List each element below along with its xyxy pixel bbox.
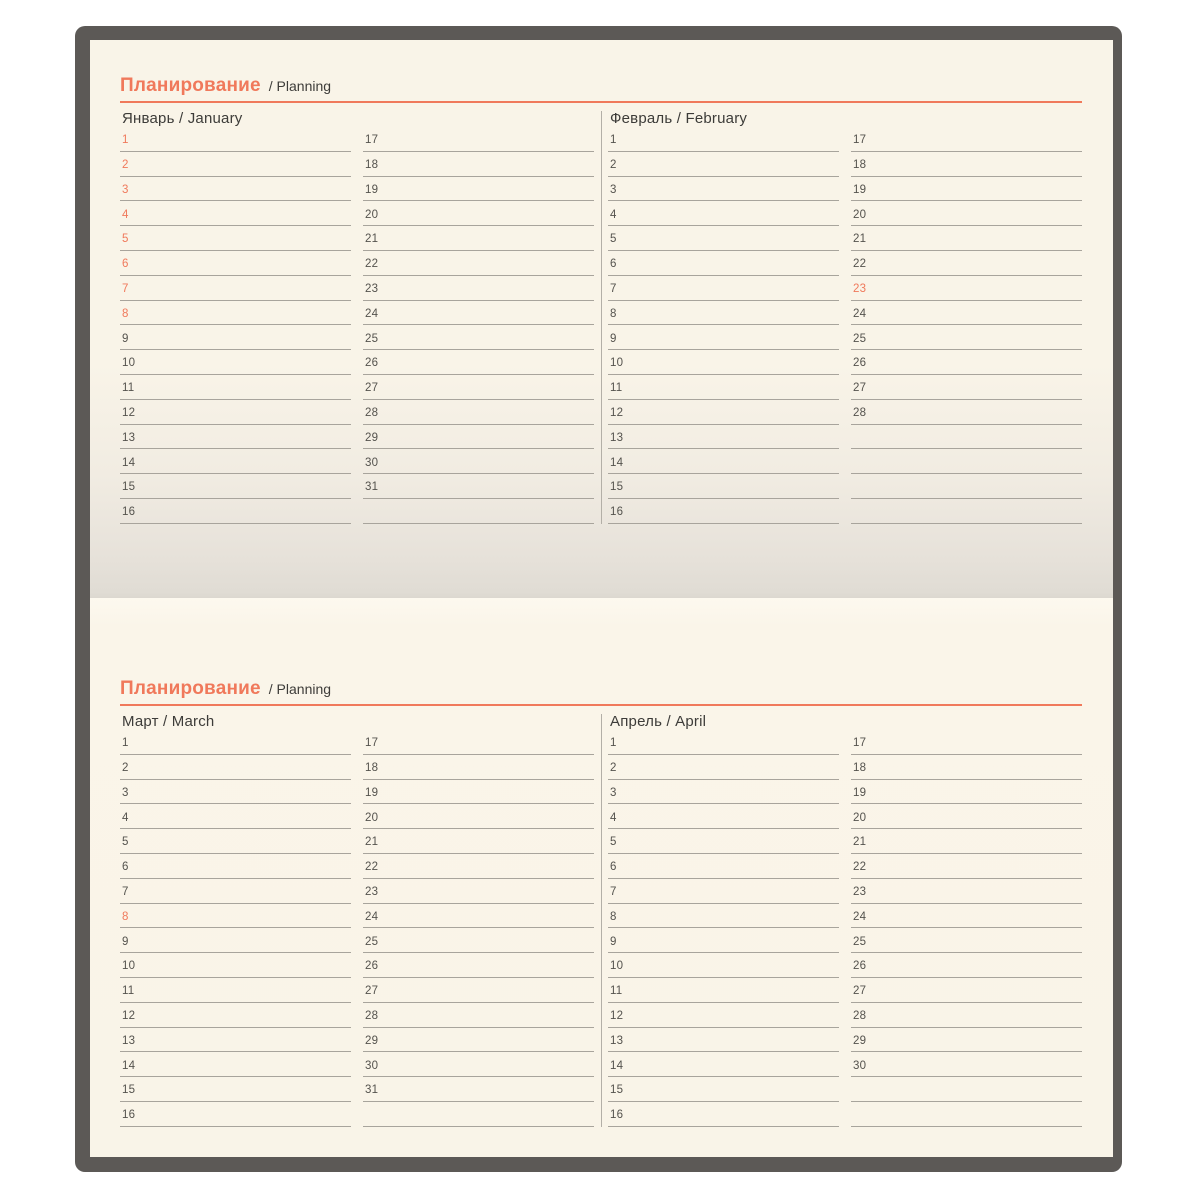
day-row [363, 474, 594, 499]
page-title-rest: / Planning [268, 681, 332, 697]
day-number: 5 [122, 233, 129, 246]
day-number: 13 [610, 1034, 624, 1047]
day-row [608, 730, 839, 755]
day-row [363, 829, 594, 854]
page-title [120, 75, 1082, 97]
day-row [851, 780, 1082, 805]
day-row [363, 904, 594, 929]
day-row [363, 350, 594, 375]
day-row [608, 251, 839, 276]
day-row [120, 1052, 351, 1077]
day-row [120, 928, 351, 953]
day-row [363, 780, 594, 805]
day-row [608, 854, 839, 879]
day-row [363, 978, 594, 1003]
day-row [851, 400, 1082, 425]
day-number: 23 [365, 283, 379, 296]
day-number [851, 1097, 853, 1101]
day-row [608, 201, 839, 226]
day-number: 15 [610, 1084, 624, 1097]
day-row [851, 152, 1082, 177]
month-title: Февраль / February [610, 110, 748, 127]
header-rule [120, 101, 1082, 103]
day-row [851, 375, 1082, 400]
day-row [851, 755, 1082, 780]
day-number: 17 [365, 134, 379, 147]
day-number: 12 [610, 1010, 624, 1023]
day-number: 2 [122, 159, 129, 172]
day-column [851, 127, 1082, 524]
month-columns [608, 127, 1082, 524]
day-number: 25 [853, 935, 867, 948]
day-row [608, 1102, 839, 1127]
day-row [363, 953, 594, 978]
day-number: 4 [610, 811, 617, 824]
day-number: 8 [610, 307, 617, 320]
day-row [608, 301, 839, 326]
day-number: 18 [853, 159, 867, 172]
day-number: 13 [610, 431, 624, 444]
day-number: 26 [365, 357, 379, 370]
day-row [363, 127, 594, 152]
month-block [120, 714, 601, 1127]
day-column [608, 730, 839, 1127]
day-row [120, 474, 351, 499]
day-row [363, 1102, 594, 1127]
day-number: 16 [610, 1109, 624, 1122]
day-column [120, 127, 351, 524]
day-column [851, 730, 1082, 1127]
day-row [851, 301, 1082, 326]
day-row [120, 350, 351, 375]
day-number [851, 469, 853, 473]
day-row [851, 226, 1082, 251]
day-number: 7 [122, 283, 129, 296]
day-row [608, 152, 839, 177]
month-title: Январь / January [122, 110, 243, 127]
day-number: 12 [122, 407, 136, 420]
day-row [120, 1003, 351, 1028]
day-number: 11 [122, 382, 135, 395]
day-row [608, 226, 839, 251]
page-title-accent: Планирование [120, 678, 261, 699]
day-number: 27 [853, 382, 867, 395]
day-number: 7 [122, 886, 129, 899]
day-number: 22 [853, 861, 867, 874]
day-number: 27 [853, 985, 867, 998]
day-row [608, 953, 839, 978]
day-row [608, 804, 839, 829]
months-container [120, 111, 1082, 524]
day-row [363, 301, 594, 326]
day-number: 4 [122, 811, 129, 824]
page-top-sheet [90, 40, 1113, 598]
day-row [363, 879, 594, 904]
day-row [851, 953, 1082, 978]
day-row [608, 780, 839, 805]
day-row [851, 127, 1082, 152]
day-number: 18 [853, 762, 867, 775]
day-row [363, 755, 594, 780]
day-row [363, 928, 594, 953]
day-number [851, 1122, 853, 1126]
day-row [363, 425, 594, 450]
day-row [120, 127, 351, 152]
day-row [120, 499, 351, 524]
day-row [608, 499, 839, 524]
day-number: 28 [853, 1010, 867, 1023]
day-row [120, 755, 351, 780]
day-number: 23 [853, 886, 867, 899]
day-number: 17 [853, 134, 867, 147]
day-number: 27 [365, 985, 379, 998]
day-row [608, 829, 839, 854]
day-row [851, 1028, 1082, 1053]
day-number: 14 [122, 456, 136, 469]
day-number: 7 [610, 886, 617, 899]
day-row [120, 226, 351, 251]
day-number: 14 [122, 1059, 136, 1072]
day-row [363, 854, 594, 879]
months-container [120, 714, 1082, 1127]
day-row [608, 474, 839, 499]
day-row [363, 375, 594, 400]
day-row [120, 804, 351, 829]
day-number: 19 [365, 183, 379, 196]
header-rule [120, 704, 1082, 706]
day-number: 13 [122, 431, 136, 444]
day-row [120, 1028, 351, 1053]
day-row [608, 276, 839, 301]
day-number: 16 [610, 506, 624, 519]
day-number: 19 [365, 786, 379, 799]
day-number: 7 [610, 283, 617, 296]
day-number: 25 [853, 332, 867, 345]
planner-frame [75, 26, 1122, 1172]
day-number: 25 [365, 935, 379, 948]
day-number: 1 [610, 737, 617, 750]
day-number: 8 [122, 307, 129, 320]
day-row [608, 1077, 839, 1102]
day-row [363, 804, 594, 829]
month-title: Апрель / April [610, 713, 707, 730]
day-number: 31 [365, 481, 379, 494]
day-number: 30 [365, 1059, 379, 1072]
day-number [851, 444, 853, 448]
day-number: 24 [853, 307, 867, 320]
day-number: 21 [853, 233, 867, 246]
day-row [851, 251, 1082, 276]
day-row [851, 201, 1082, 226]
day-row [120, 730, 351, 755]
day-row [363, 251, 594, 276]
day-number: 29 [365, 1034, 379, 1047]
day-number: 1 [122, 134, 129, 147]
day-row [608, 879, 839, 904]
day-number: 14 [610, 1059, 624, 1072]
day-number: 30 [853, 1059, 867, 1072]
page-title-rest: / Planning [268, 78, 332, 94]
day-row [608, 325, 839, 350]
day-row [851, 499, 1082, 524]
day-column [608, 127, 839, 524]
day-row [120, 978, 351, 1003]
day-row [851, 829, 1082, 854]
day-number: 16 [122, 1109, 136, 1122]
day-row [120, 904, 351, 929]
day-number: 15 [122, 1084, 136, 1097]
day-row [363, 499, 594, 524]
day-row [120, 780, 351, 805]
day-number: 20 [365, 208, 379, 221]
day-row [851, 325, 1082, 350]
day-row [851, 730, 1082, 755]
day-row [608, 177, 839, 202]
day-row [608, 755, 839, 780]
day-number: 19 [853, 786, 867, 799]
day-number [363, 519, 365, 523]
day-row [851, 978, 1082, 1003]
day-row [608, 978, 839, 1003]
day-number: 12 [122, 1010, 136, 1023]
day-number: 20 [365, 811, 379, 824]
day-column [120, 730, 351, 1127]
day-row [363, 730, 594, 755]
day-number: 23 [853, 283, 867, 296]
day-number: 29 [853, 1034, 867, 1047]
day-number: 28 [853, 407, 867, 420]
page-title [120, 678, 1082, 700]
day-number: 23 [365, 886, 379, 899]
day-row [851, 276, 1082, 301]
day-number: 5 [610, 233, 617, 246]
day-number: 4 [610, 208, 617, 221]
day-number: 18 [365, 159, 379, 172]
day-row [851, 1003, 1082, 1028]
day-number: 14 [610, 456, 624, 469]
day-number: 1 [122, 737, 129, 750]
day-number: 26 [853, 960, 867, 973]
day-number: 2 [610, 762, 617, 775]
day-row [608, 1052, 839, 1077]
day-row [120, 177, 351, 202]
day-row [120, 1102, 351, 1127]
day-number: 10 [122, 960, 136, 973]
day-number: 2 [610, 159, 617, 172]
month-block [601, 111, 1082, 524]
day-number: 22 [365, 258, 379, 271]
day-row [851, 854, 1082, 879]
day-number: 20 [853, 208, 867, 221]
day-column [363, 127, 594, 524]
day-row [851, 904, 1082, 929]
day-number: 12 [610, 407, 624, 420]
day-row [120, 449, 351, 474]
day-number [851, 494, 853, 498]
day-number: 2 [122, 762, 129, 775]
day-number: 6 [610, 258, 617, 271]
day-number: 9 [610, 332, 617, 345]
day-row [363, 201, 594, 226]
month-columns [120, 730, 594, 1127]
page-title-accent: Планирование [120, 75, 261, 96]
day-number: 16 [122, 506, 136, 519]
day-row [363, 1028, 594, 1053]
month-block [601, 714, 1082, 1127]
page-bottom [90, 598, 1113, 1157]
day-row [363, 449, 594, 474]
day-number: 11 [610, 985, 623, 998]
day-row [608, 127, 839, 152]
day-number: 13 [122, 1034, 136, 1047]
day-row [851, 177, 1082, 202]
day-number: 30 [365, 456, 379, 469]
day-number: 31 [365, 1084, 379, 1097]
day-number: 1 [610, 134, 617, 147]
day-number: 6 [122, 861, 129, 874]
day-row [608, 375, 839, 400]
day-number: 28 [365, 407, 379, 420]
day-number: 15 [610, 481, 624, 494]
day-row [120, 879, 351, 904]
day-row [363, 325, 594, 350]
day-number: 21 [853, 836, 867, 849]
day-number: 20 [853, 811, 867, 824]
day-number: 24 [365, 307, 379, 320]
day-number: 21 [365, 836, 379, 849]
day-number: 17 [853, 737, 867, 750]
day-row [120, 276, 351, 301]
day-number: 25 [365, 332, 379, 345]
day-row [120, 829, 351, 854]
day-number: 22 [853, 258, 867, 271]
day-number [363, 1122, 365, 1126]
day-number: 3 [610, 183, 617, 196]
day-row [363, 1077, 594, 1102]
day-row [120, 1077, 351, 1102]
day-row [363, 1052, 594, 1077]
day-number: 27 [365, 382, 379, 395]
day-number: 5 [610, 836, 617, 849]
day-row [608, 1028, 839, 1053]
day-row [120, 400, 351, 425]
day-number: 10 [610, 357, 624, 370]
day-row [120, 375, 351, 400]
day-row [851, 449, 1082, 474]
page-top [90, 40, 1113, 598]
day-number: 24 [365, 910, 379, 923]
day-number: 29 [365, 431, 379, 444]
day-number: 9 [122, 332, 129, 345]
day-number: 17 [365, 737, 379, 750]
day-row [851, 1102, 1082, 1127]
day-number: 21 [365, 233, 379, 246]
day-row [608, 350, 839, 375]
day-row [120, 251, 351, 276]
month-columns [608, 730, 1082, 1127]
day-row [120, 201, 351, 226]
day-number: 3 [122, 183, 129, 196]
day-number: 6 [122, 258, 129, 271]
day-row [120, 301, 351, 326]
day-number: 15 [122, 481, 136, 494]
day-number: 22 [365, 861, 379, 874]
day-number: 6 [610, 861, 617, 874]
month-title: Март / March [122, 713, 215, 730]
day-number: 24 [853, 910, 867, 923]
day-number: 8 [610, 910, 617, 923]
day-row [851, 928, 1082, 953]
day-row [608, 1003, 839, 1028]
day-row [363, 152, 594, 177]
day-number: 11 [122, 985, 135, 998]
day-number: 19 [853, 183, 867, 196]
day-row [608, 400, 839, 425]
day-row [120, 854, 351, 879]
day-row [608, 928, 839, 953]
day-row [851, 1077, 1082, 1102]
day-row [363, 400, 594, 425]
day-row [120, 325, 351, 350]
day-number: 18 [365, 762, 379, 775]
day-row [851, 1052, 1082, 1077]
day-row [851, 879, 1082, 904]
day-number: 3 [610, 786, 617, 799]
day-row [608, 449, 839, 474]
day-row [608, 425, 839, 450]
day-row [363, 276, 594, 301]
day-row [851, 350, 1082, 375]
day-number: 9 [610, 935, 617, 948]
day-number: 26 [365, 960, 379, 973]
day-row [363, 1003, 594, 1028]
day-row [851, 425, 1082, 450]
day-number: 3 [122, 786, 129, 799]
day-number: 11 [610, 382, 623, 395]
day-row [120, 152, 351, 177]
day-number: 5 [122, 836, 129, 849]
day-row [120, 953, 351, 978]
day-number: 8 [122, 910, 129, 923]
day-row [363, 226, 594, 251]
day-number: 26 [853, 357, 867, 370]
day-row [851, 804, 1082, 829]
day-number: 28 [365, 1010, 379, 1023]
day-row [363, 177, 594, 202]
day-number: 10 [122, 357, 136, 370]
day-column [363, 730, 594, 1127]
month-columns [120, 127, 594, 524]
day-number: 4 [122, 208, 129, 221]
day-number: 9 [122, 935, 129, 948]
day-row [120, 425, 351, 450]
day-row [851, 474, 1082, 499]
page-bottom-sheet [90, 598, 1113, 1157]
month-block [120, 111, 601, 524]
day-number: 10 [610, 960, 624, 973]
day-row [608, 904, 839, 929]
day-number [851, 519, 853, 523]
